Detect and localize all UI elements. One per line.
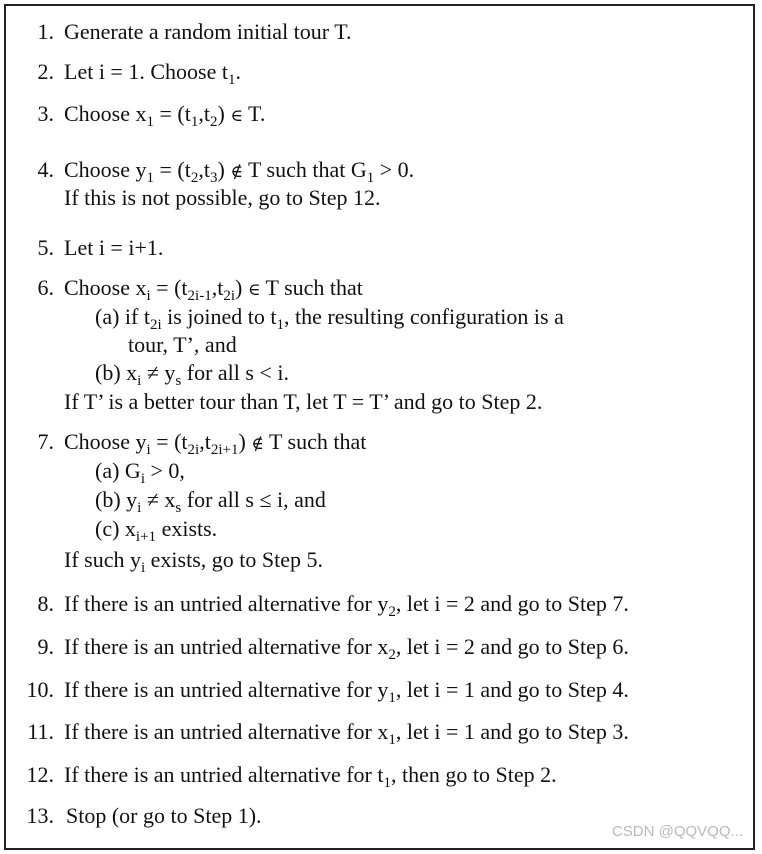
step-4-text: Choose $y_1 = (t_2,t_3)$ ∉ T such that $G_1 > 0$. [64,157,415,186]
step-3-number: 3. [37,101,54,126]
step-6-tail: If T’ is a better tour than T, let T = T’ and go to Step 2. [64,389,543,414]
step-7-condition-c: (c) $x_{i+1}$ exists. [95,516,218,545]
step-13-text: Stop (or go to Step 1). [66,803,262,828]
step-1-text: Generate a random initial tour T. [64,19,352,44]
step-7-condition-b: (b) $y_i \ne x_s$ for all s ≤ i, and [95,487,326,516]
step-6-number: 6. [37,275,54,300]
step-4-continuation: If this is not possible, go to Step 12. [64,185,381,210]
step-7-condition-a: (a) $G_i > 0$, [95,458,185,487]
step-2-text: Let i = 1. Choose $t_1$. [64,59,241,88]
step-7-text: Choose $y_i = (t_{2i},t_{2i+1})$ ∉ T such that [64,429,367,458]
step-6-condition-a-continuation: tour, T’, and [128,332,237,357]
step-5-text: Let i = i+1. [64,235,164,260]
step-7-tail: If such $y_i$ exists, go to Step 5. [64,547,323,576]
element-of-symbol: ∈ [230,106,243,126]
step-1-number: 1. [37,19,54,44]
step-12-text: If there is an untried alternative for $t_1$, then go to Step 2. [64,762,557,791]
step-12-number: 12. [26,762,54,787]
step-8-number: 8. [37,591,54,616]
not-element-of-symbol: ∉ [251,434,264,454]
element-of-symbol: ∈ [247,280,261,300]
algorithm-box [4,4,755,850]
step-11-text: If there is an untried alternative for $x_1$, let i = 1 and go to Step 3. [64,719,629,748]
step-7-number: 7. [37,429,54,454]
step-3-text: Choose $x_1 = (t_1,t_2)$ ∈ T. [64,101,266,130]
step-6-condition-a: (a) if $t_{2i}$ is joined to $t_1$, the resulting configuration is a [95,304,564,333]
step-9-number: 9. [37,634,54,659]
step-10-number: 10. [26,677,54,702]
step-10-text: If there is an untried alternative for $y_1$, let i = 1 and go to Step 4. [64,677,629,706]
step-11-number: 11. [27,719,54,744]
step-6-condition-b: (b) $x_i \ne y_s$ for all s < i. [95,360,289,389]
watermark: CSDN @QQVQQ... [611,823,743,840]
step-8-text: If there is an untried alternative for $y_2$, let i = 2 and go to Step 7. [64,591,629,620]
not-element-of-symbol: ∉ [230,162,243,182]
step-5-number: 5. [37,235,54,260]
step-13-number: 13. [26,803,54,828]
step-2-number: 2. [37,59,54,84]
step-4-number: 4. [37,157,54,182]
step-6-text: Choose $x_i = (t_{2i-1},t_{2i})$ ∈ T such that [64,275,363,304]
step-9-text: If there is an untried alternative for $x_2$, let i = 2 and go to Step 6. [64,634,629,663]
